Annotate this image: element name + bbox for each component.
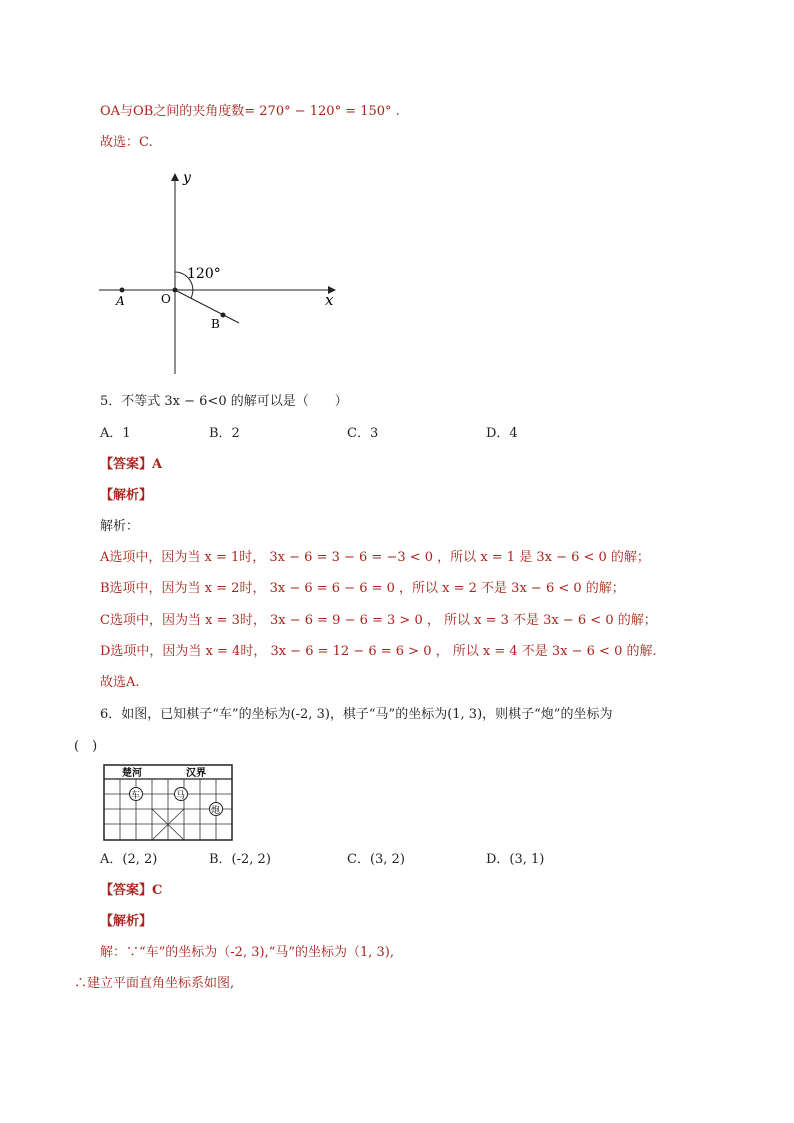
q6-option-b: B．(-2, 2) [209,852,271,867]
point-a-label: A [116,294,125,308]
piece-ma [175,788,188,802]
question-5: 5．不等式 3x − 6<0 的解可以是（ ） [100,394,348,409]
q5-choose-text: 故选A. [100,675,140,690]
q5-answer: 【答案】A [100,457,163,472]
chess-board-figure [100,763,236,843]
q5-option-b-analysis: B选项中，因为当 x = 2时， 3x − 6 = 6 − 6 = 0 ，所以 x = 2 不是 3x − 6 < 0 的解； [100,581,625,596]
q5-option-a-analysis: A选项中，因为当 x = 1时， 3x − 6 = 3 − 6 = −3 < 0 ，所以 x = 1 是 3x − 6 < 0 的解； [100,550,650,565]
q5-analysis-header: 【解析】 [100,488,153,503]
q5-option-c: C．3 [347,426,379,441]
q6-option-c: C．(3, 2) [347,852,405,867]
river-left-label: 楚河 [122,768,142,779]
q6-solution: 解：∵“车”的坐标为（-2, 3),“马”的坐标为（1, 3), [100,945,394,960]
q5-option-c-analysis: C选项中，因为当 x = 3时， 3x − 6 = 9 − 6 = 3 > 0 ， 所以 x = 3 不是 3x − 6 < 0 的解； [100,613,657,628]
x-axis-label: x [325,291,334,309]
piece-pao [210,803,223,817]
point-b-label: B [211,317,220,331]
question-6: 6．如图，已知棋子“车”的坐标为(-2, 3)，棋子“马”的坐标为(1, 3)，则棋子“炮”的坐标为 [100,707,613,722]
piece-pao-label: 炮 [211,806,221,816]
point-b-dot [221,313,226,318]
ray-ob [175,290,239,323]
piece-che-label: 车 [131,791,141,801]
q5-option-d: D．4 [486,426,518,441]
piece-che [130,788,143,802]
q6-analysis-header: 【解析】 [100,914,153,929]
q5-option-a: A．1 [100,426,131,441]
point-o-dot [173,288,178,293]
q5-option-b: B．2 [209,426,240,441]
angle-label: 120° [187,266,221,282]
piece-ma-label: 马 [176,791,186,801]
q6-therefore: ∴建立平面直角坐标系如图, [74,976,235,991]
q5-option-d-analysis: D选项中，因为当 x = 4时， 3x − 6 = 12 − 6 = 6 > 0 ， 所以 x = 4 不是 3x − 6 < 0 的解. [100,644,657,659]
point-o-label: O [161,292,171,306]
angle-figure [95,168,345,378]
q6-option-d: D．(3, 1) [486,852,545,867]
q6-answer: 【答案】C [100,883,163,898]
q6-option-a: A．(2, 2) [100,852,158,867]
choose-c-text: 故选：C. [100,135,153,150]
point-a-dot [120,288,125,293]
river-right-label: 汉界 [186,768,206,779]
question-6-paren: ( ) [74,739,98,754]
y-axis-label: y [183,170,191,186]
q5-analysis-intro: 解析： [100,519,140,534]
angle-calculation-text: OA与OB之间的夹角度数= 270° − 120° = 150° . [100,104,400,119]
